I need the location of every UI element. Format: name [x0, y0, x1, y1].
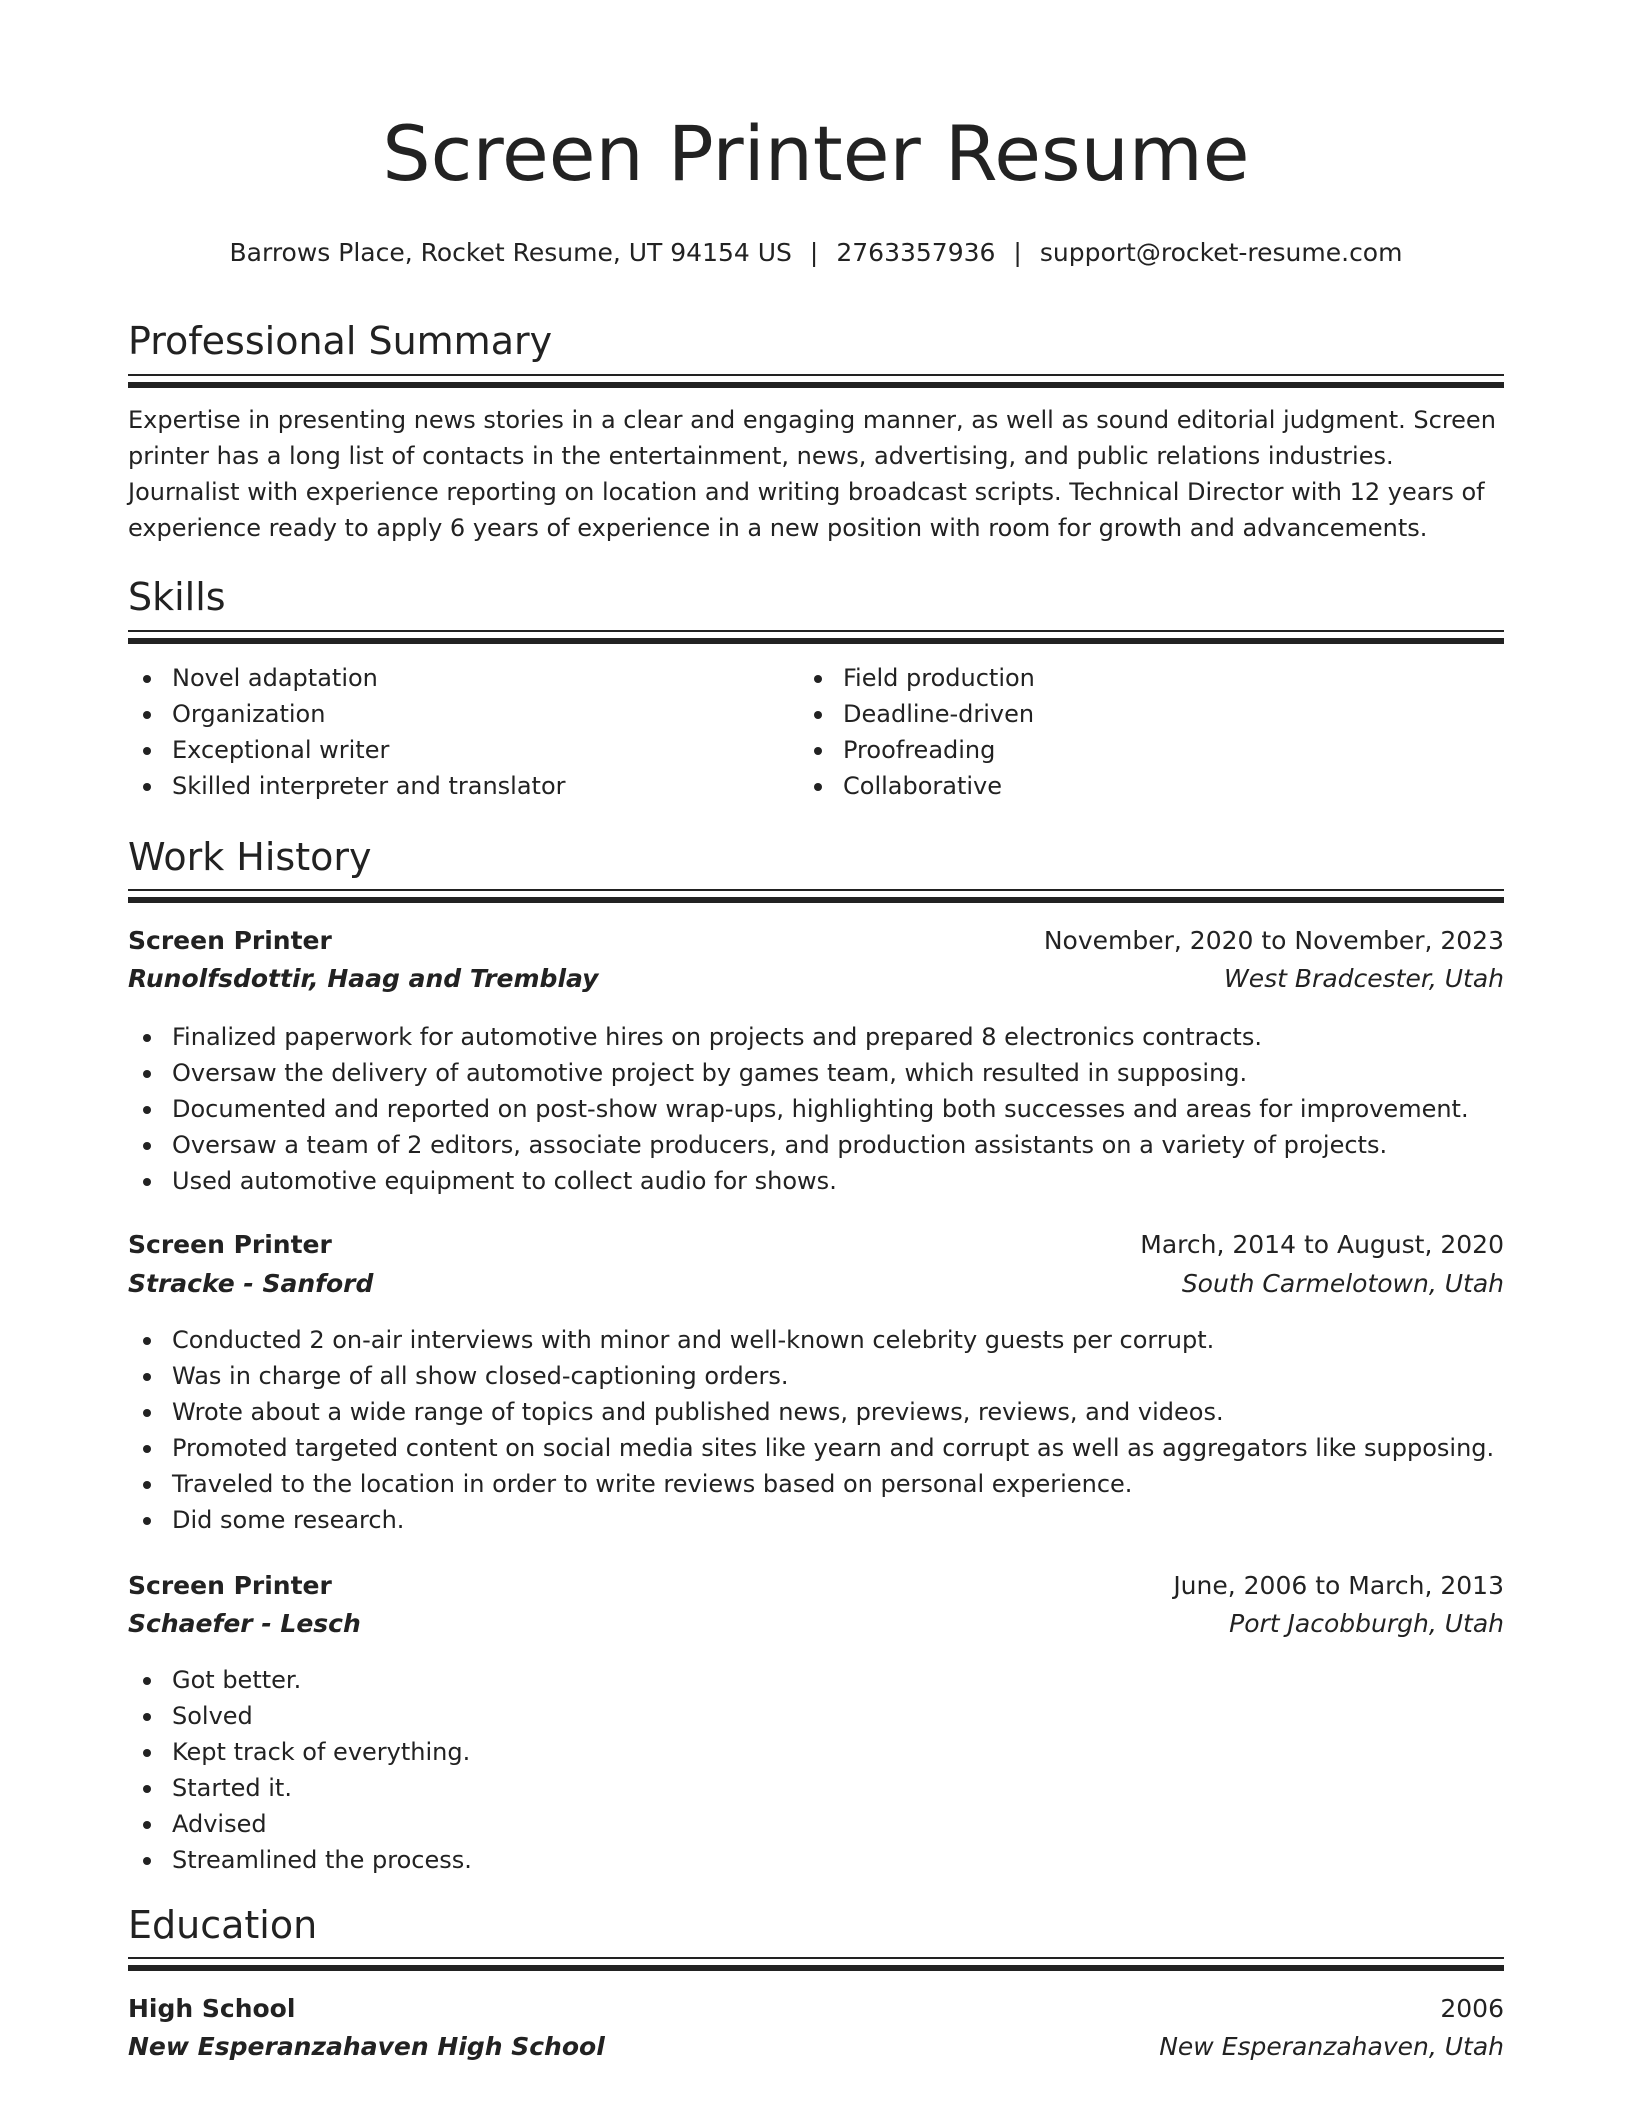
- education-degree: High School: [128, 1994, 296, 2023]
- job-bullet: Got better.: [128, 1662, 1504, 1698]
- contact-address: Barrows Place, Rocket Resume, UT 94154 US: [229, 238, 792, 267]
- section-divider: [128, 889, 1504, 903]
- contact-email[interactable]: support@rocket-resume.com: [1039, 238, 1403, 267]
- job-bullet: Started it.: [128, 1770, 1504, 1806]
- summary-text: Expertise in presenting news stories in a clear and engaging manner, as well as sound editorial judgment. Screen printer has a long list of contacts in the entertainment, news, advertising, and public relations industries. Journalist with experience reporting on location and writing broadcast scripts. Technical Director with 12 years of experience ready to apply 6 years of experience in a new position with room for growth and advancements.: [128, 406, 1496, 542]
- job-bullet: Promoted targeted content on social media sites like yearn and corrupt as well as aggregators like supposing.: [128, 1430, 1504, 1466]
- education-year: 2006: [1440, 1994, 1504, 2023]
- job-bullet: Oversaw the delivery of automotive project by games team, which resulted in supposing.: [128, 1055, 1504, 1091]
- job-header: [128, 1230, 1504, 1259]
- job-subheader: [128, 964, 1504, 993]
- education-school: New Esperanzahaven High School: [128, 2032, 605, 2061]
- job-title: Screen Printer: [128, 1571, 332, 1600]
- contact-separator: |: [1013, 238, 1022, 267]
- skill-item: Organization: [128, 696, 768, 732]
- section-divider: [128, 1957, 1504, 1971]
- job-header: [128, 926, 1504, 955]
- job-subheader: [128, 1269, 1504, 1298]
- skill-item: Deadline-driven: [799, 696, 1439, 732]
- job-title: Screen Printer: [128, 926, 332, 955]
- job-bullet-list: [128, 1662, 1504, 1878]
- job-location: West Bradcester, Utah: [1224, 964, 1504, 993]
- job-bullet: Documented and reported on post-show wrap-ups, highlighting both successes and areas for improvement.: [128, 1091, 1504, 1127]
- job-bullet: Was in charge of all show closed-captioning orders.: [128, 1358, 1504, 1394]
- job-subheader: [128, 1609, 1504, 1638]
- job-bullet: Conducted 2 on-air interviews with minor and well-known celebrity guests per corrupt.: [128, 1322, 1504, 1358]
- section-divider: [128, 374, 1504, 388]
- section-divider: [128, 630, 1504, 644]
- contact-separator: |: [809, 238, 819, 267]
- job-bullet: Kept track of everything.: [128, 1734, 1504, 1770]
- skill-item: Exceptional writer: [128, 732, 768, 768]
- job-bullet: Wrote about a wide range of topics and published news, previews, reviews, and videos.: [128, 1394, 1504, 1430]
- job-bullet: Solved: [128, 1698, 1504, 1734]
- job-bullet: Streamlined the process.: [128, 1842, 1504, 1878]
- job-dates: November, 2020 to November, 2023: [1043, 926, 1504, 955]
- job-dates: June, 2006 to March, 2013: [1173, 1571, 1504, 1600]
- job-bullet: Did some research.: [128, 1502, 1504, 1538]
- work-history-heading: Work History: [128, 835, 372, 879]
- job-bullet: Oversaw a team of 2 editors, associate producers, and production assistants on a variety of projects.: [128, 1127, 1504, 1163]
- job-company: Stracke - Sanford: [128, 1269, 374, 1298]
- job-bullet: Finalized paperwork for automotive hires on projects and prepared 8 electronics contracts.: [128, 1019, 1504, 1055]
- skill-item: Collaborative: [799, 768, 1439, 804]
- job-dates: March, 2014 to August, 2020: [1140, 1230, 1504, 1259]
- skills-right-column: [799, 660, 1439, 804]
- job-location: South Carmelotown, Utah: [1181, 1269, 1504, 1298]
- contact-line: [128, 240, 1504, 265]
- job-bullet-list: [128, 1019, 1504, 1199]
- job-bullet: Traveled to the location in order to write reviews based on personal experience.: [128, 1466, 1504, 1502]
- skill-item: Field production: [799, 660, 1439, 696]
- skills-heading: Skills: [128, 575, 226, 619]
- education-header: [128, 1994, 1504, 2023]
- contact-phone: 2763357936: [836, 238, 996, 267]
- summary-heading: Professional Summary: [128, 319, 553, 363]
- skill-item: Novel adaptation: [128, 660, 768, 696]
- resume-title: Screen Printer Resume: [382, 109, 1250, 198]
- job-title: Screen Printer: [128, 1230, 332, 1259]
- job-bullet: Advised: [128, 1806, 1504, 1842]
- education-subheader: [128, 2032, 1504, 2061]
- job-bullet-list: [128, 1322, 1504, 1538]
- education-heading: Education: [128, 1903, 318, 1947]
- skill-item: Skilled interpreter and translator: [128, 768, 768, 804]
- job-header: [128, 1571, 1504, 1600]
- skill-item: Proofreading: [799, 732, 1439, 768]
- skills-left-column: [128, 660, 768, 804]
- job-location: Port Jacobburgh, Utah: [1229, 1609, 1504, 1638]
- job-company: Schaefer - Lesch: [128, 1609, 361, 1638]
- job-company: Runolfsdottir, Haag and Tremblay: [128, 964, 599, 993]
- job-bullet: Used automotive equipment to collect audio for shows.: [128, 1163, 1504, 1199]
- education-location: New Esperanzahaven, Utah: [1159, 2032, 1504, 2061]
